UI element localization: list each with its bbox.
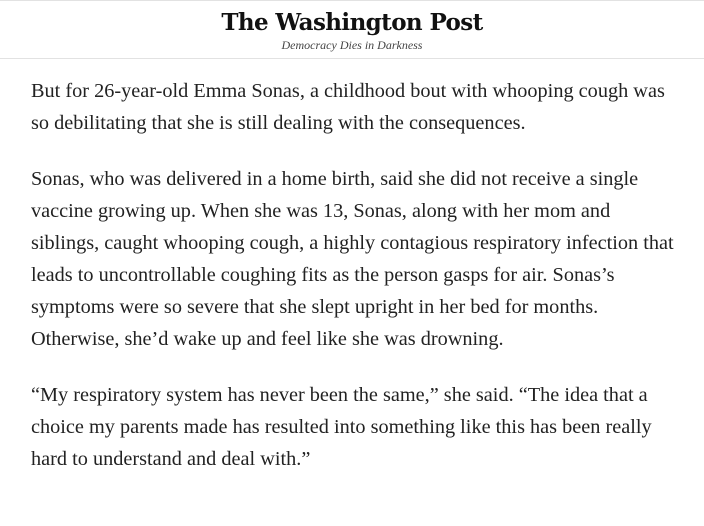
tagline: Democracy Dies in Darkness (281, 38, 423, 52)
washington-post-logo[interactable]: The Washington Post (221, 9, 483, 36)
article-paragraph: Sonas, who was delivered in a home birth, said she did not receive a single vaccine growing up. When she was 13, Sonas, along with her mom and siblings, caught whooping cough, a highly contagious respiratory infection that leads to uncontrollable coughing fits as the person gasps for air. Sonas’s symptoms were so severe that she slept upright in her bed for months. Otherwise, she’d wake up and feel like she was drowning. (31, 168, 674, 350)
masthead (0, 0, 704, 59)
article-paragraph: But for 26-year-old Emma Sonas, a childhood bout with whooping cough was so debilitating that she is still dealing with the consequences. (31, 80, 665, 134)
article-paragraph: “My respiratory system has never been the same,” she said. “The idea that a choice my parents made has resulted into something like this has been really hard to understand and deal with.” (31, 384, 652, 470)
article-body (31, 75, 681, 499)
